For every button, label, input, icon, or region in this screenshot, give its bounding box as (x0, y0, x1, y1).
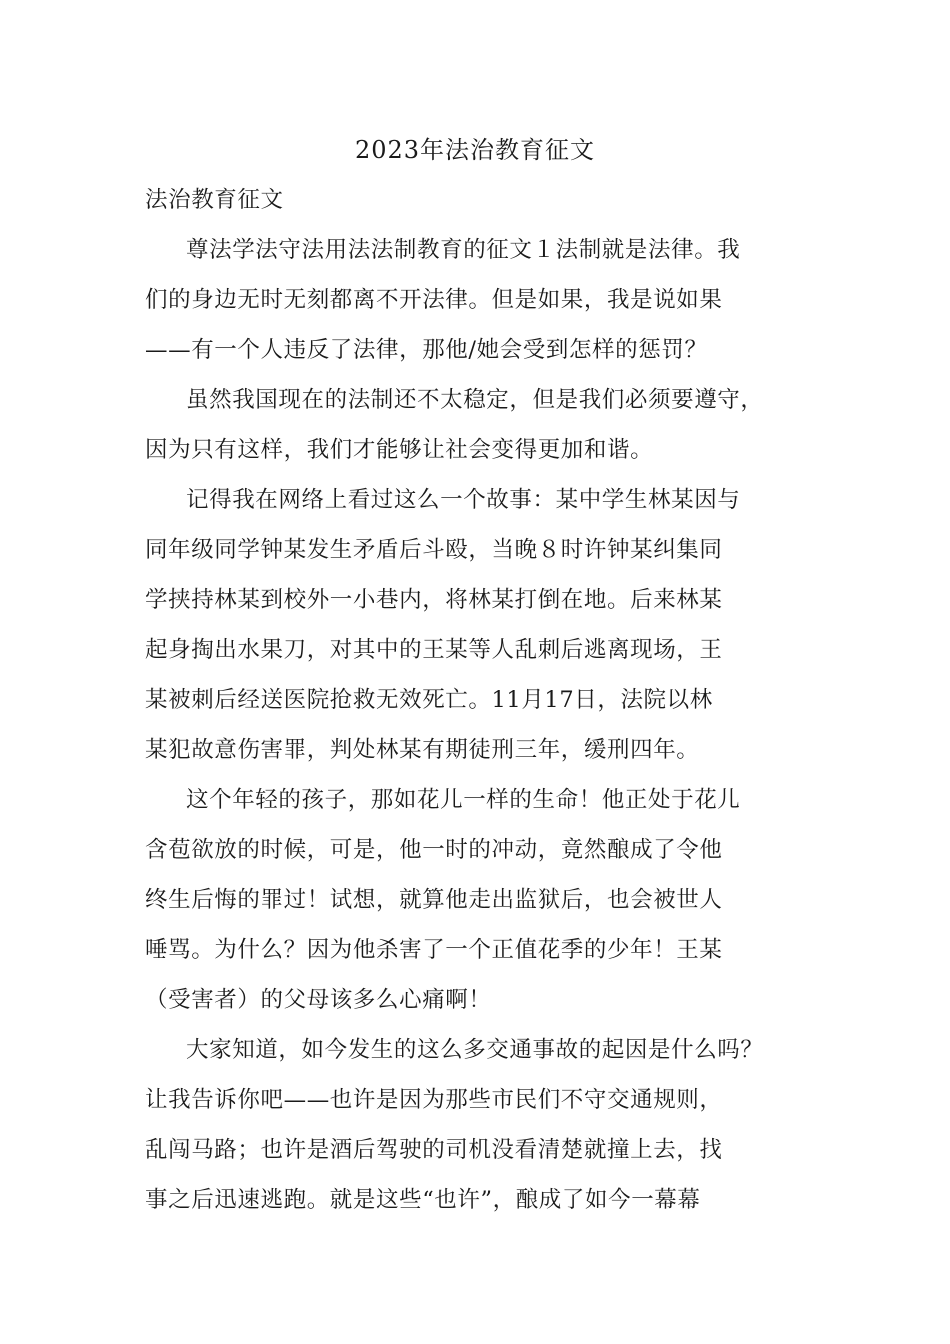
paragraph-line: 虽然我国现在的法制还不太稳定，但是我们必须要遵守， (186, 387, 764, 413)
paragraph-line: 某被刺后经送医院抢救无效死亡。11月17日，法院以林 (145, 687, 713, 713)
paragraph-line: 大家知道，如今发生的这么多交通事故的起因是什么吗？ (186, 1037, 764, 1063)
document-subtitle: 法治教育征文 (145, 187, 284, 213)
paragraph-line: 同年级同学钟某发生矛盾后斗殴，当晚８时许钟某纠集同 (145, 537, 723, 563)
paragraph-line: （受害者）的父母该多么心痛啊！ (145, 987, 492, 1013)
paragraph-line: 因为只有这样，我们才能够让社会变得更加和谐。 (145, 437, 654, 463)
paragraph-line: 让我告诉你吧——也许是因为那些市民们不守交通规则， (145, 1087, 723, 1113)
paragraph-line: 唾骂。为什么？因为他杀害了一个正值花季的少年！王某 (145, 937, 723, 963)
paragraph-line: 们的身边无时无刻都离不开法律。但是如果，我是说如果 (145, 287, 723, 313)
paragraph-line: 学挟持林某到校外一小巷内，将林某打倒在地。后来林某 (145, 587, 723, 613)
paragraph-line: 尊法学法守法用法法制教育的征文１法制就是法律。我 (186, 237, 741, 263)
document-title: 2023年法治教育征文 (354, 136, 596, 164)
paragraph-line: 乱闯马路；也许是酒后驾驶的司机没看清楚就撞上去，找 (145, 1137, 723, 1163)
paragraph-line: 起身掏出水果刀，对其中的王某等人乱刺后逃离现场，王 (145, 637, 723, 663)
paragraph-line: 含苞欲放的时候，可是，他一时的冲动，竟然酿成了令他 (145, 837, 723, 863)
paragraph-line: 事之后迅速逃跑。就是这些“也许”，酿成了如今一幕幕 (145, 1187, 701, 1213)
paragraph-line: 某犯故意伤害罪，判处林某有期徒刑三年，缓刑四年。 (145, 737, 700, 763)
paragraph-line: 这个年轻的孩子，那如花儿一样的生命！他正处于花儿 (186, 787, 741, 813)
paragraph-line: 终生后悔的罪过！试想，就算他走出监狱后，也会被世人 (145, 887, 723, 913)
paragraph-line: 记得我在网络上看过这么一个故事：某中学生林某因与 (186, 487, 741, 513)
paragraph-line: ——有一个人违反了法律，那他/她会受到怎样的惩罚？ (145, 337, 708, 363)
